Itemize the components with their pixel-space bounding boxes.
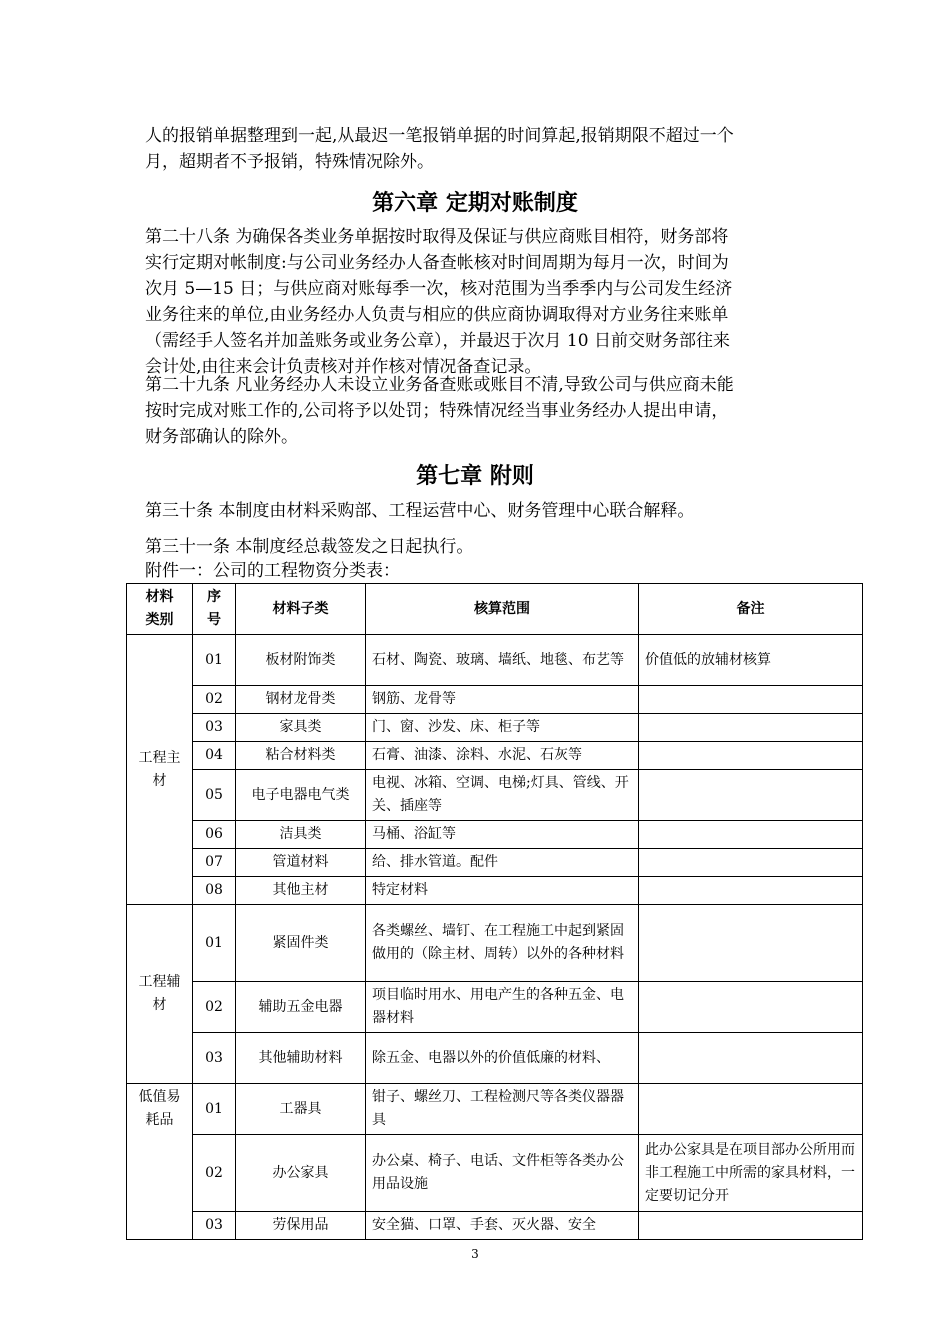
scope-cell: 除五金、电器以外的价值低廉的材料、 [366,1033,639,1084]
subcategory-cell: 板材附饰类 [236,635,366,686]
note-cell [639,821,863,849]
subcategory-cell: 辅助五金电器 [236,982,366,1033]
note-cell [639,905,863,982]
note-cell [639,1084,863,1135]
seq-cell: 02 [193,686,236,714]
intro-line-1: 人的报销单据整理到一起,从最迟一笔报销单据的时间算起,报销期限不超过一个 [145,126,734,146]
scope-cell: 门、窗、沙发、床、柜子等 [366,714,639,742]
scope-cell: 钳子、螺丝刀、工程检测尺等各类仪器器具 [366,1084,639,1135]
subcategory-cell: 其他主材 [236,877,366,905]
article28-line-1: 第二十八条 为确保各类业务单据按时取得及保证与供应商账目相符，财务部将 [145,227,729,247]
note-cell [639,982,863,1033]
seq-cell: 03 [193,1033,236,1084]
category-cell: 工程辅材 [127,905,193,1084]
table-row [127,1033,863,1084]
seq-cell: 01 [193,635,236,686]
seq-cell: 08 [193,877,236,905]
subcategory-cell: 洁具类 [236,821,366,849]
note-cell [639,877,863,905]
subcategory-cell: 电子电器电气类 [236,770,366,821]
seq-cell: 02 [193,982,236,1033]
subcategory-cell: 工器具 [236,1084,366,1135]
table-row [127,982,863,1033]
seq-cell: 02 [193,1135,236,1212]
note-cell [639,742,863,770]
table-row [127,905,863,982]
table-row [127,635,863,686]
table-row [127,849,863,877]
note-cell [639,714,863,742]
scope-cell: 电视、冰箱、空调、电梯;灯具、管线、开关、插座等 [366,770,639,821]
scope-cell: 各类螺丝、墙钉、在工程施工中起到紧固做用的（除主材、周转）以外的各种材料 [366,905,639,982]
seq-cell: 03 [193,1212,236,1240]
scope-cell: 给、排水管道。配件 [366,849,639,877]
table-row [127,742,863,770]
scope-cell: 石材、陶瓷、玻璃、墙纸、地毯、布艺等 [366,635,639,686]
article28-line-5: （需经手人签名并加盖账务或业务公章），并最迟于次月 10 日前交财务部往来 [145,331,730,351]
note-cell [639,1033,863,1084]
category-cell: 工程主材 [127,635,193,905]
scope-cell: 项目临时用水、用电产生的各种五金、电器材料 [366,982,639,1033]
subcategory-cell: 粘合材料类 [236,742,366,770]
appendix-caption: 附件一：公司的工程物资分类表： [145,561,400,581]
table-row [127,1212,863,1240]
header-category: 材料 类别 [127,584,193,635]
article28-line-6: 会计处,由往来会计负责核对并作核对情况备查记录。 [145,357,542,377]
article28-line-2: 实行定期对帐制度:与公司业务经办人备查帐核对时间周期为每月一次，时间为 [145,253,729,273]
materials-table [126,583,863,1240]
article29-line-1: 第二十九条 凡业务经办人未设立业务备查账或账目不清,导致公司与供应商未能 [145,375,734,395]
seq-cell: 05 [193,770,236,821]
note-cell: 此办公家具是在项目部办公所用而非工程施工中所需的家具材料，一定要切记分开 [639,1135,863,1212]
header-scope: 核算范围 [366,584,639,635]
subcategory-cell: 管道材料 [236,849,366,877]
article28-paragraph [145,224,815,380]
scope-cell: 马桶、浴缸等 [366,821,639,849]
note-cell [639,849,863,877]
seq-cell: 04 [193,742,236,770]
table-row [127,877,863,905]
chapter6-title: 第六章 定期对账制度 [372,191,578,216]
scope-cell: 钢筋、龙骨等 [366,686,639,714]
article28-line-4: 业务往来的单位,由业务经办人负责与相应的供应商协调取得对方业务往来账单 [145,305,729,325]
seq-cell: 01 [193,1084,236,1135]
article29-line-3: 财务部确认的除外。 [145,427,298,447]
scope-cell: 特定材料 [366,877,639,905]
table-row [127,686,863,714]
note-cell: 价值低的放辅材核算 [639,635,863,686]
scope-cell: 安全猫、口罩、手套、灭火器、安全 [366,1212,639,1240]
intro-paragraph [145,123,815,175]
page-number: 3 [471,1247,479,1261]
seq-cell: 03 [193,714,236,742]
table-row [127,1084,863,1135]
subcategory-cell: 劳保用品 [236,1212,366,1240]
article29-paragraph [145,372,815,450]
note-cell [639,770,863,821]
subcategory-cell: 办公家具 [236,1135,366,1212]
seq-cell: 07 [193,849,236,877]
category-cell: 低值易耗品 [127,1084,193,1240]
table-row [127,1135,863,1212]
table-row [127,770,863,821]
intro-line-2: 月，超期者不予报销，特殊情况除外。 [145,152,434,172]
article31: 第三十一条 本制度经总裁签发之日起执行。 [145,537,474,557]
subcategory-cell: 紧固件类 [236,905,366,982]
scope-cell: 石膏、油漆、涂料、水泥、石灰等 [366,742,639,770]
chapter7-title: 第七章 附则 [416,464,534,489]
article30: 第三十条 本制度由材料采购部、工程运营中心、财务管理中心联合解释。 [145,501,695,521]
table-row [127,821,863,849]
scope-cell: 办公桌、椅子、电话、文件柜等各类办公用品设施 [366,1135,639,1212]
note-cell [639,1212,863,1240]
seq-cell: 01 [193,905,236,982]
header-seq: 序 号 [193,584,236,635]
table-row [127,714,863,742]
header-note: 备注 [639,584,863,635]
header-subcategory: 材料子类 [236,584,366,635]
seq-cell: 06 [193,821,236,849]
subcategory-cell: 其他辅助材料 [236,1033,366,1084]
article28-line-3: 次月 5—15 日；与供应商对账每季一次，核对范围为当季季内与公司发生经济 [145,279,733,299]
note-cell [639,686,863,714]
table-header-row [127,584,863,635]
article29-line-2: 按时完成对账工作的,公司将予以处罚；特殊情况经当事业务经办人提出申请， [145,401,729,421]
subcategory-cell: 家具类 [236,714,366,742]
subcategory-cell: 钢材龙骨类 [236,686,366,714]
